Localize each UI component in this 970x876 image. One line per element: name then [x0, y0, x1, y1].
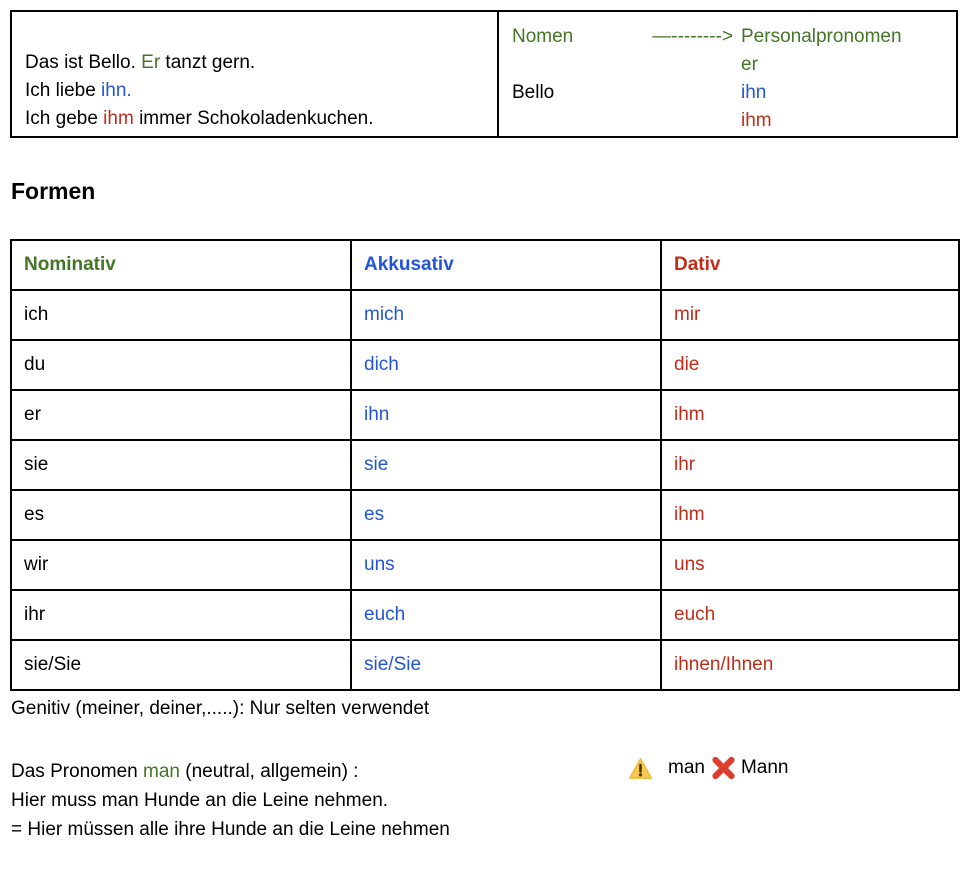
table-cell-akkusativ: uns — [351, 540, 661, 590]
pronoun-highlight-er: Er — [141, 52, 161, 73]
man-pronoun-note — [11, 758, 358, 786]
table-cell-nominativ: wir — [11, 540, 351, 590]
red-cross-icon — [710, 755, 737, 781]
table-cell-nominativ: sie — [11, 440, 351, 490]
example-sentence — [25, 105, 491, 133]
noun-column-label: Nomen — [512, 26, 574, 47]
text-segment: (neutral, allgemein) : — [179, 761, 359, 782]
correct-word-man: man — [668, 757, 705, 778]
column-header-nominativ: Nominativ — [11, 240, 351, 290]
table-cell-akkusativ: ihn — [351, 390, 661, 440]
text-segment: Ich liebe — [25, 80, 102, 101]
table-cell-nominativ: ihr — [11, 590, 351, 640]
table-cell-akkusativ: sie — [351, 440, 661, 490]
intro-example-sentences — [12, 12, 499, 136]
text-segment: Das ist Bello. — [25, 52, 142, 73]
section-heading-formen: Formen — [11, 178, 96, 204]
table-cell-akkusativ: dich — [351, 340, 661, 390]
pronoun-highlight-ihm: ihm — [103, 108, 134, 129]
text-segment: Das Pronomen — [11, 761, 144, 782]
man-example-sentence: Hier muss man Hunde an die Leine nehmen. — [11, 790, 389, 811]
dashed-arrow-icon: —--------> — [652, 26, 733, 47]
table-cell-dativ: uns — [661, 540, 959, 590]
pronoun-highlight-ihn: ihn. — [101, 80, 132, 101]
table-row — [11, 290, 959, 340]
table-row — [11, 390, 959, 440]
table-cell-nominativ: sie/Sie — [11, 640, 351, 690]
table-cell-nominativ: er — [11, 390, 351, 440]
table-cell-dativ: ihr — [661, 440, 959, 490]
column-header-dativ: Dativ — [661, 240, 959, 290]
mapping-noun-bello: Bello — [512, 82, 555, 103]
table-cell-akkusativ: sie/Sie — [351, 640, 661, 690]
noun-pronoun-mapping — [499, 12, 956, 136]
table-row — [11, 540, 959, 590]
pronoun-column-label: Personalpronomen — [741, 26, 902, 47]
pronoun-forms-table — [10, 239, 960, 691]
mapping-row — [512, 51, 952, 79]
mapping-pronoun-er: er — [741, 54, 758, 75]
wrong-word-mann: Mann — [740, 757, 789, 778]
table-cell-akkusativ: mich — [351, 290, 661, 340]
man-vs-mann-warning — [628, 753, 789, 783]
table-row — [11, 440, 959, 490]
column-header-akkusativ: Akkusativ — [351, 240, 661, 290]
table-cell-dativ: ihnen/Ihnen — [661, 640, 959, 690]
mapping-pronoun-ihn: ihn — [741, 82, 767, 103]
table-row — [11, 590, 959, 640]
table-cell-nominativ: ich — [11, 290, 351, 340]
text-segment: Ich gebe — [25, 108, 104, 129]
pronoun-highlight-man: man — [143, 761, 180, 782]
table-cell-dativ: ihm — [661, 390, 959, 440]
warning-triangle-icon — [628, 757, 653, 780]
intro-example-box — [10, 10, 958, 138]
table-cell-nominativ: du — [11, 340, 351, 390]
genitiv-note: Genitiv (meiner, deiner,.....): Nur selten verwendet — [11, 698, 430, 719]
table-row — [11, 340, 959, 390]
table-row — [11, 640, 959, 690]
table-cell-dativ: die — [661, 340, 959, 390]
example-sentence — [25, 49, 491, 77]
table-cell-dativ: mir — [661, 290, 959, 340]
example-sentence — [25, 77, 491, 105]
table-cell-akkusativ: es — [351, 490, 661, 540]
text-segment: tanzt gern. — [160, 52, 256, 73]
table-header-row — [11, 240, 959, 290]
text-segment: immer Schokoladenkuchen. — [133, 108, 374, 129]
table-cell-nominativ: es — [11, 490, 351, 540]
table-cell-dativ: euch — [661, 590, 959, 640]
table-cell-dativ: ihm — [661, 490, 959, 540]
mapping-row — [512, 107, 952, 135]
mapping-header-row — [512, 23, 952, 51]
man-paraphrase-sentence: = Hier müssen alle ihre Hunde an die Leine nehmen — [11, 819, 450, 840]
table-row — [11, 490, 959, 540]
mapping-pronoun-ihm: ihm — [741, 110, 772, 131]
table-cell-akkusativ: euch — [351, 590, 661, 640]
mapping-row — [512, 79, 952, 107]
